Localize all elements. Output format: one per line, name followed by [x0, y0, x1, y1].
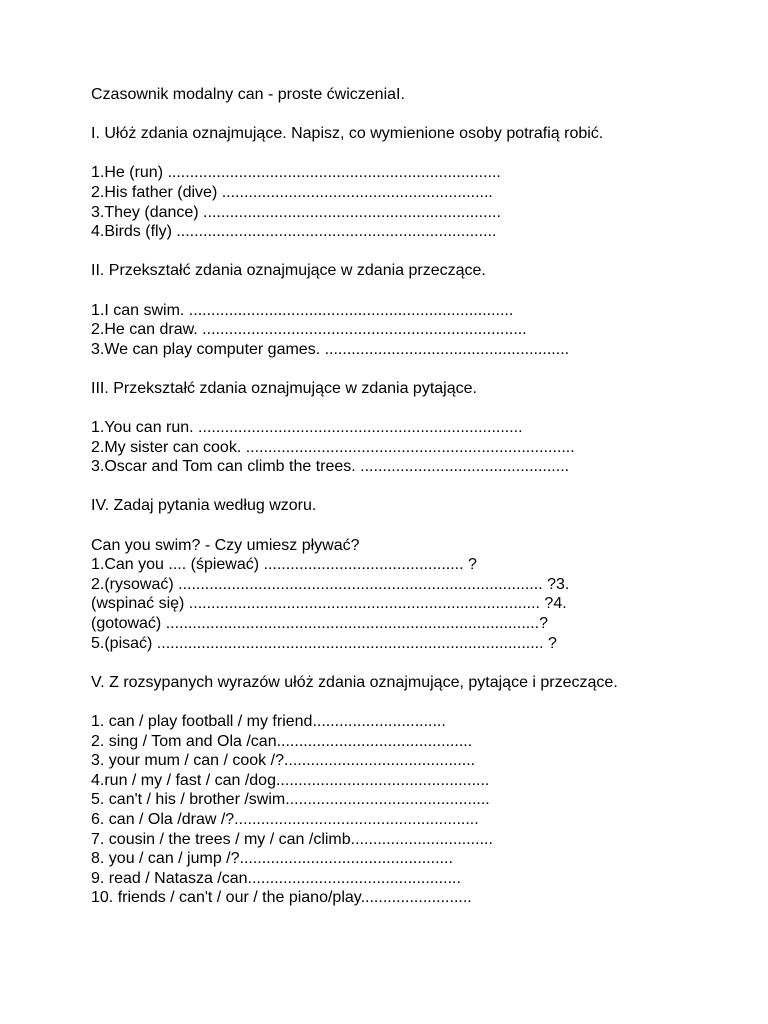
spacer: [91, 105, 731, 125]
exercise-line: 2.His father (dive) .............................................................: [91, 183, 493, 201]
section-4-heading: IV. Zadaj pytania według wzoru.: [91, 497, 317, 515]
section-2-heading: II. Przekształć zdania oznajmujące w zdania przeczące.: [91, 262, 486, 280]
section-1-heading: I. Ułóż zdania oznajmujące. Napisz, co wymienione osoby potrafią robić.: [91, 125, 604, 143]
spacer: [91, 281, 731, 301]
exercise-line: (gotować) ....................................................................................?: [91, 615, 548, 633]
exercise-line: (wspinać się) ............................................................................... ?4.: [91, 595, 567, 613]
spacer: [91, 653, 731, 673]
exercise-line: 3. your mum / can / cook /?...........................................: [91, 752, 476, 770]
spacer: [91, 359, 731, 379]
exercise-line: 3.They (dance) ...................................................................: [91, 203, 501, 221]
spacer: [91, 692, 731, 712]
spacer: [91, 242, 731, 262]
spacer: [91, 399, 731, 419]
exercise-line: 2.(rysować) .................................................................................. ?3.: [91, 575, 570, 593]
exercise-line: 2.He can draw. .........................................................................: [91, 321, 527, 339]
spacer: [91, 516, 731, 536]
exercise-line: 1.You can run. .........................................................................: [91, 419, 523, 437]
exercise-line: 3.Oscar and Tom can climb the trees. ...............................................: [91, 458, 570, 476]
exercise-line: 3.We can play computer games. .......................................................: [91, 340, 570, 358]
exercise-line: 5.(pisać) ....................................................................................... ?: [91, 634, 557, 652]
exercise-line: 5. can't / his / brother /swim..............................................: [91, 791, 490, 809]
exercise-line: 4.Birds (fly) ........................................................................: [91, 223, 497, 241]
exercise-line: 1.He (run) ...........................................................................: [91, 164, 501, 182]
exercise-line: 2.My sister can cook. ..........................................................................: [91, 438, 575, 456]
exercise-line: 10. friends / can't / our / the piano/play.........................: [91, 889, 472, 907]
exercise-line: 9. read / Natasza /can................................................: [91, 869, 461, 887]
worksheet-page: [91, 85, 731, 908]
exercise-line: 6. can / Ola /draw /?.......................................................: [91, 810, 479, 828]
section-5-heading: V. Z rozsypanych wyrazów ułóż zdania oznajmujące, pytające i przeczące.: [91, 673, 618, 691]
exercise-line: 1. can / play football / my friend..............................: [91, 713, 446, 730]
spacer: [91, 144, 731, 164]
exercise-line: 8. you / can / jump /?................................................: [91, 850, 453, 868]
exercise-line: 7. cousin / the trees / my / can /climb................................: [91, 830, 493, 848]
worksheet-title: Czasownik modalny can - proste ćwiczeniaI.: [91, 86, 405, 103]
exercise-line: 1.Can you .... (śpiewać) ............................................. ?: [91, 556, 477, 574]
spacer: [91, 477, 731, 497]
section-3-heading: III. Przekształć zdania oznajmujące w zdania pytające.: [91, 379, 477, 397]
example-line: Can you swim? - Czy umiesz pływać?: [91, 536, 360, 554]
exercise-line: 2. sing / Tom and Ola /can............................................: [91, 732, 473, 750]
exercise-line: 1.I can swim. .........................................................................: [91, 301, 514, 319]
exercise-line: 4.run / my / fast / can /dog................................................: [91, 771, 490, 789]
